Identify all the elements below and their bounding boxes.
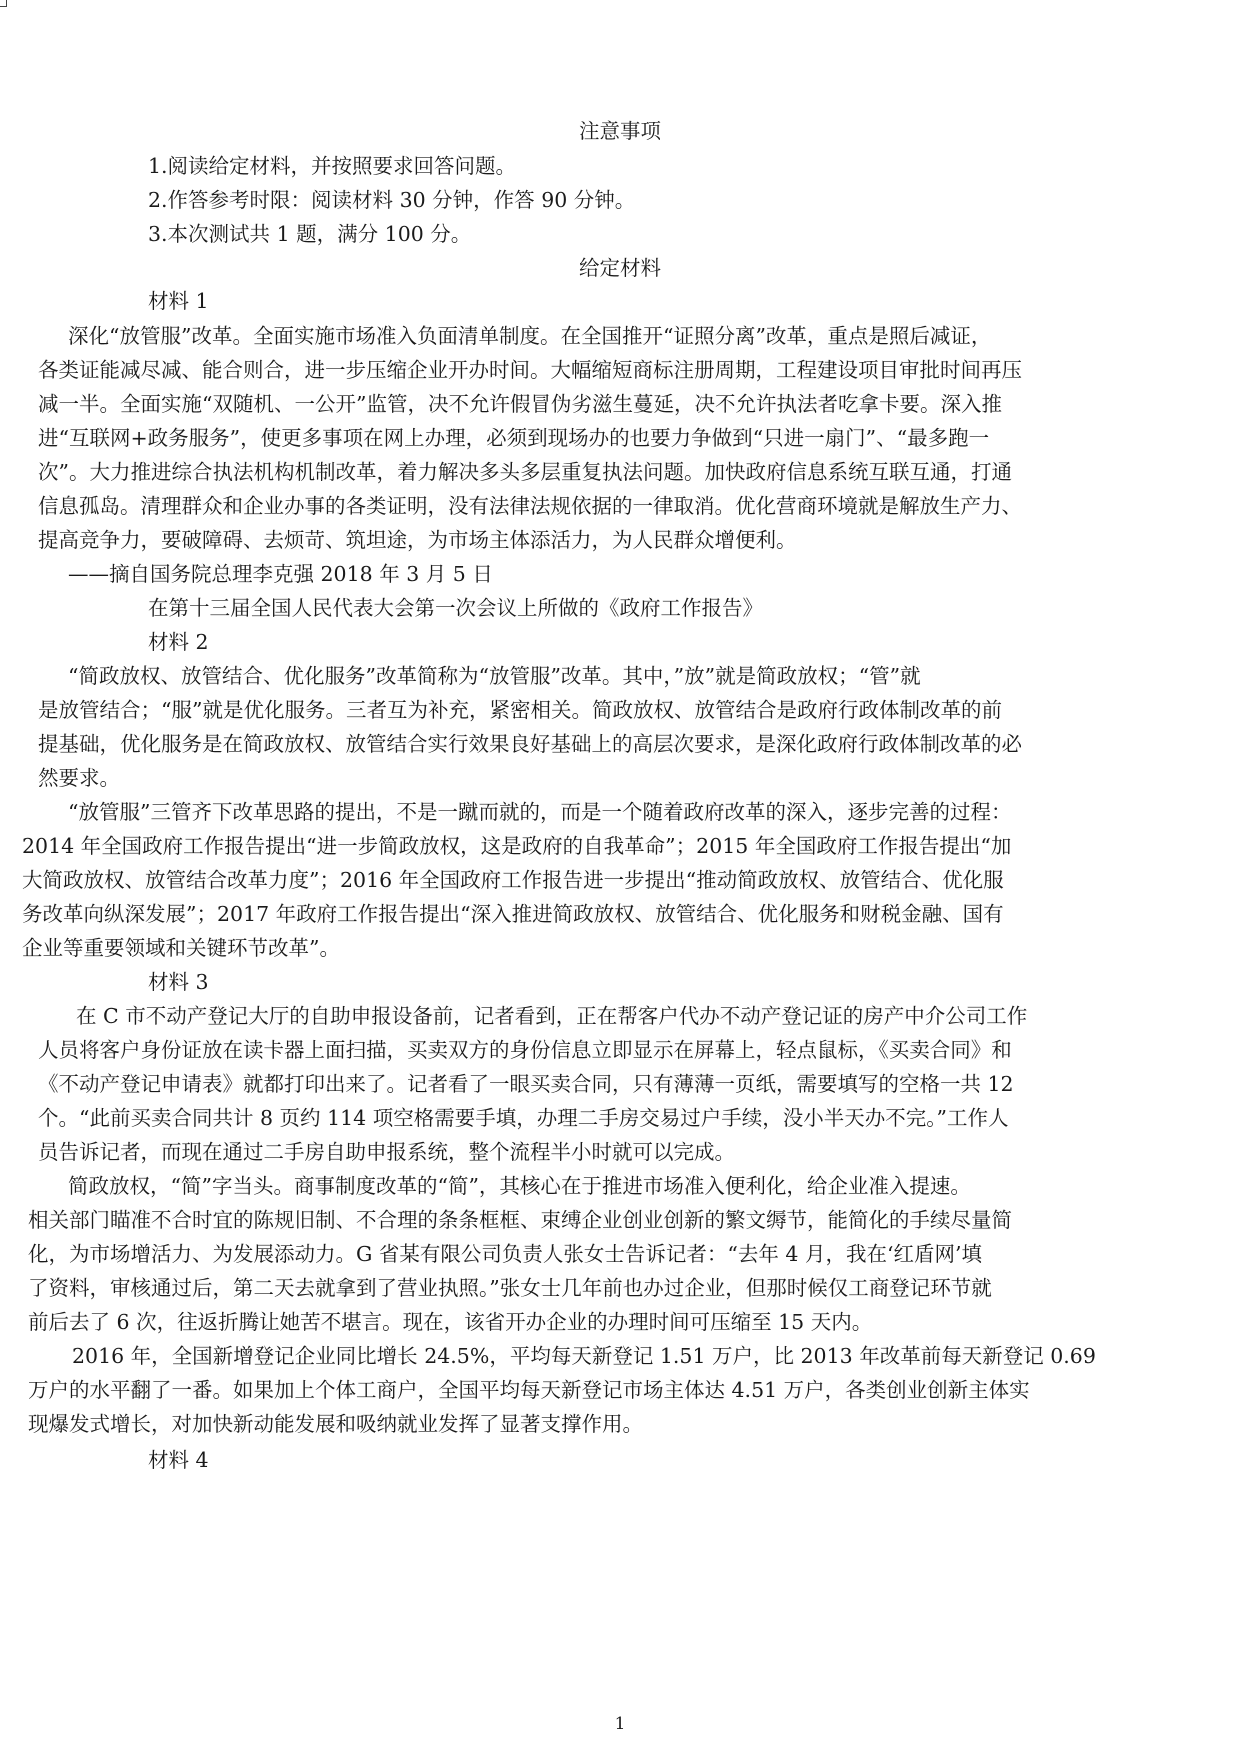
material2-line: 企业等重要领域和关键环节改革”。 (22, 936, 340, 960)
material2-line: 是放管结合；“服”就是优化服务。三者互为补充，紧密相关。简政放权、放管结合是政府行政体制改革的前 (38, 698, 1002, 722)
material3-line: 化，为市场增活力、为发展添动力。G 省某有限公司负责人张女士告诉记者：“去年 4 月，我在‘红盾网’填 (28, 1242, 982, 1266)
material1-source: 在第十三届全国人民代表大会第一次会议上所做的《政府工作报告》 (148, 596, 763, 620)
material3-line: 人员将客户身份证放在读卡器上面扫描，买卖双方的身份信息立即显示在屏幕上，轻点鼠标，《买卖合同》和 (38, 1038, 1012, 1062)
material3-line: 了资料，审核通过后，第二天去就拿到了营业执照。”张女士几年前也办过企业，但那时候仅工商登记环节就 (28, 1276, 992, 1300)
material2-line: “放管服”三管齐下改革思路的提出，不是一蹴而就的，而是一个随着政府改革的深入，逐步完善的过程： (68, 800, 1012, 824)
material-label: 材料 1 (148, 289, 209, 313)
materials-heading: 给定材料 (579, 256, 661, 280)
material3-line: 在 C 市不动产登记大厅的自助申报设备前，记者看到，正在帮客户代办不动产登记证的房产中介公司工作 (76, 1004, 1028, 1028)
page-number: 1 (614, 1714, 626, 1734)
material1-line: 各类证能减尽减、能合则合，进一步压缩企业开办时间。大幅缩短商标注册周期，工程建设项目审批时间再压 (38, 358, 1022, 382)
material3-line: 万户的水平翻了一番。如果加上个体工商户，全国平均每天新登记市场主体达 4.51 万户，各类创业创新主体实 (28, 1378, 1030, 1402)
material3-line: 前后去了 6 次，往返折腾让她苦不堪言。现在，该省开办企业的办理时间可压缩至 15 天内。 (28, 1310, 873, 1334)
material2-line: 2014 年全国政府工作报告提出“进一步简政放权，这是政府的自我革命”；2015 年全国政府工作报告提出“加 (22, 834, 1012, 858)
material2-line: “简政放权、放管结合、优化服务”改革简称为“放管服”改革。其中，”放”就是简政放权；“管”就 (68, 664, 921, 688)
material-label: 材料 2 (148, 630, 209, 654)
notice-item: 1.阅读给定材料，并按照要求回答问题。 (148, 154, 517, 178)
material3-line: 相关部门瞄准不合时宜的陈规旧制、不合理的条条框框、束缚企业创业创新的繁文缛节，能简化的手续尽量简 (28, 1208, 1012, 1232)
material2-line: 务改革向纵深发展”；2017 年政府工作报告提出“深入推进简政放权、放管结合、优化服务和财税金融、国有 (22, 902, 1004, 926)
material2-line: 提基础，优化服务是在简政放权、放管结合实行效果良好基础上的高层次要求，是深化政府行政体制改革的必 (38, 732, 1022, 756)
material1-line: 提高竞争力，要破障碍、去烦苛、筑坦途，为市场主体添活力，为人民群众增便利。 (38, 528, 797, 552)
material3-line: 员告诉记者，而现在通过二手房自助申报系统，整个流程半小时就可以完成。 (38, 1140, 735, 1164)
material1-source: ——摘自国务院总理李克强 2018 年 3 月 5 日 (68, 562, 493, 586)
crop-mark (0, 0, 7, 7)
material3-line: 简政放权，“简”字当头。商事制度改革的“简”，其核心在于推进市场准入便利化，给企业准入提速。 (68, 1174, 971, 1198)
material-label: 材料 3 (148, 970, 209, 994)
material1-line: 进“互联网+政务服务”，使更多事项在网上办理，必须到现场办的也要力争做到“只进一扇门”、“最多跑一 (38, 426, 990, 450)
material-label: 材料 4 (148, 1448, 209, 1472)
notice-heading: 注意事项 (579, 119, 661, 143)
material1-line: 次”。大力推进综合执法机构机制改革，着力解决多头多层重复执法问题。加快政府信息系统互联互通，打通 (38, 460, 1012, 484)
material2-line: 然要求。 (38, 766, 120, 790)
material1-line: 深化“放管服”改革。全面实施市场准入负面清单制度。在全国推开“证照分离”改革，重点是照后减证， (68, 324, 992, 348)
notice-item: 3.本次测试共 1 题，满分 100 分。 (148, 222, 472, 246)
material3-line: 现爆发式增长，对加快新动能发展和吸纳就业发挥了显著支撑作用。 (28, 1412, 643, 1436)
material1-line: 减一半。全面实施“双随机、一公开”监管，决不允许假冒伪劣滋生蔓延，决不允许执法者吃拿卡要。深入推 (38, 392, 1002, 416)
material2-line: 大简政放权、放管结合改革力度”；2016 年全国政府工作报告进一步提出“推动简政放权、放管结合、优化服 (22, 868, 1004, 892)
material3-line: 《不动产登记申请表》就都打印出来了。记者看了一眼买卖合同，只有薄薄一页纸，需要填写的空格一共 12 (38, 1072, 1014, 1096)
notice-item: 2.作答参考时限：阅读材料 30 分钟，作答 90 分钟。 (148, 188, 636, 212)
material3-line: 2016 年，全国新增登记企业同比增长 24.5%，平均每天新登记 1.51 万户，比 2013 年改革前每天新登记 0.69 (72, 1344, 1096, 1368)
material3-line: 个。“此前买卖合同共计 8 页约 114 项空格需要手填，办理二手房交易过户手续，没小半天办不完。”工作人 (38, 1106, 1009, 1130)
material1-line: 信息孤岛。清理群众和企业办事的各类证明，没有法律法规依据的一律取消。优化营商环境就是解放生产力、 (38, 494, 1022, 518)
